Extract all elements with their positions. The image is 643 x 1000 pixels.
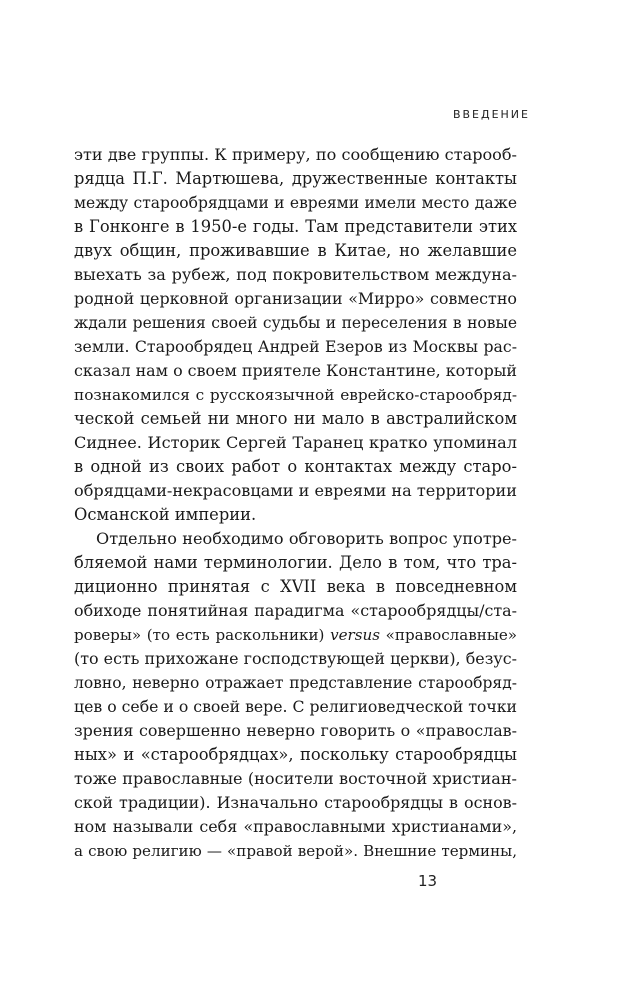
body-text bbox=[74, 143, 517, 863]
paragraph-2 bbox=[74, 527, 517, 863]
text-line: выехать за рубеж, под покровительством междуна- bbox=[74, 265, 517, 284]
text-line: сказал нам о своем приятеле Константине, который bbox=[74, 361, 517, 380]
text-line: между старообрядцами и евреями имели место даже bbox=[74, 194, 517, 212]
text-line: в одной из своих работ о контактах между старо- bbox=[74, 457, 517, 476]
text-line: тоже православные (носители восточной христиан- bbox=[74, 769, 517, 788]
text-line: обиходе понятийная парадигма «старообрядцы/ста- bbox=[74, 601, 517, 620]
text-line: ской традиции). Изначально старообрядцы в основ- bbox=[74, 793, 517, 812]
running-head: ВВЕДЕНИЕ bbox=[452, 108, 530, 121]
text-line: рядца П.Г. Мартюшева, дружественные контакты bbox=[74, 169, 517, 188]
text-line: двух общин, проживавшие в Китае, но желавшие bbox=[74, 241, 517, 260]
text-line: познакомился с русскоязычной еврейско-старообряд- bbox=[74, 386, 517, 404]
text-line: Отдельно необходимо обговорить вопрос употре- bbox=[96, 529, 517, 548]
text-line: цев о себе и о своей вере. С религиоведческой точки bbox=[74, 697, 518, 716]
page-number: 13 bbox=[418, 872, 438, 890]
text-line: Сиднее. Историк Сергей Таранец кратко упоминал bbox=[74, 433, 517, 452]
text-line: обрядцами-некрасовцами и евреями на территории bbox=[74, 481, 517, 500]
paragraph-1 bbox=[74, 143, 517, 527]
text-line: ных» и «старообрядцах», поскольку старообрядцы bbox=[74, 745, 517, 764]
text-line: ловно, неверно отражает представление старообряд- bbox=[74, 674, 517, 692]
text-line: бляемой нами терминологии. Дело в том, что тра- bbox=[74, 553, 517, 572]
text-line: зрения совершенно неверно говорить о «православ- bbox=[74, 721, 517, 740]
text-line: (то есть прихожане господствующей церкви), безус- bbox=[74, 649, 517, 668]
text-line: эти две группы. К примеру, по сообщению старооб- bbox=[74, 145, 517, 164]
text-line: родной церковной организации «Мирро» совместно bbox=[74, 289, 517, 308]
text-line: в Гонконге в 1950-е годы. Там представители этих bbox=[74, 217, 517, 236]
text-line: ждали решения своей судьбы и переселения в новые bbox=[74, 314, 517, 332]
text-line: Османской империи. bbox=[74, 505, 257, 524]
text-line: роверы» (то есть раскольники) versus «православные» bbox=[74, 626, 517, 644]
text-line: ном называли себя «православными христианами», bbox=[74, 817, 517, 836]
text-line: а свою религию — «правой верой». Внешние термины, bbox=[74, 842, 517, 860]
text-line: земли. Старообрядец Андрей Езеров из Москвы рас- bbox=[74, 337, 517, 356]
text-line: ческой семьей ни много ни мало в австралийском bbox=[74, 409, 517, 428]
text-line: диционно принятая с XVII века в повседневном bbox=[74, 577, 517, 596]
